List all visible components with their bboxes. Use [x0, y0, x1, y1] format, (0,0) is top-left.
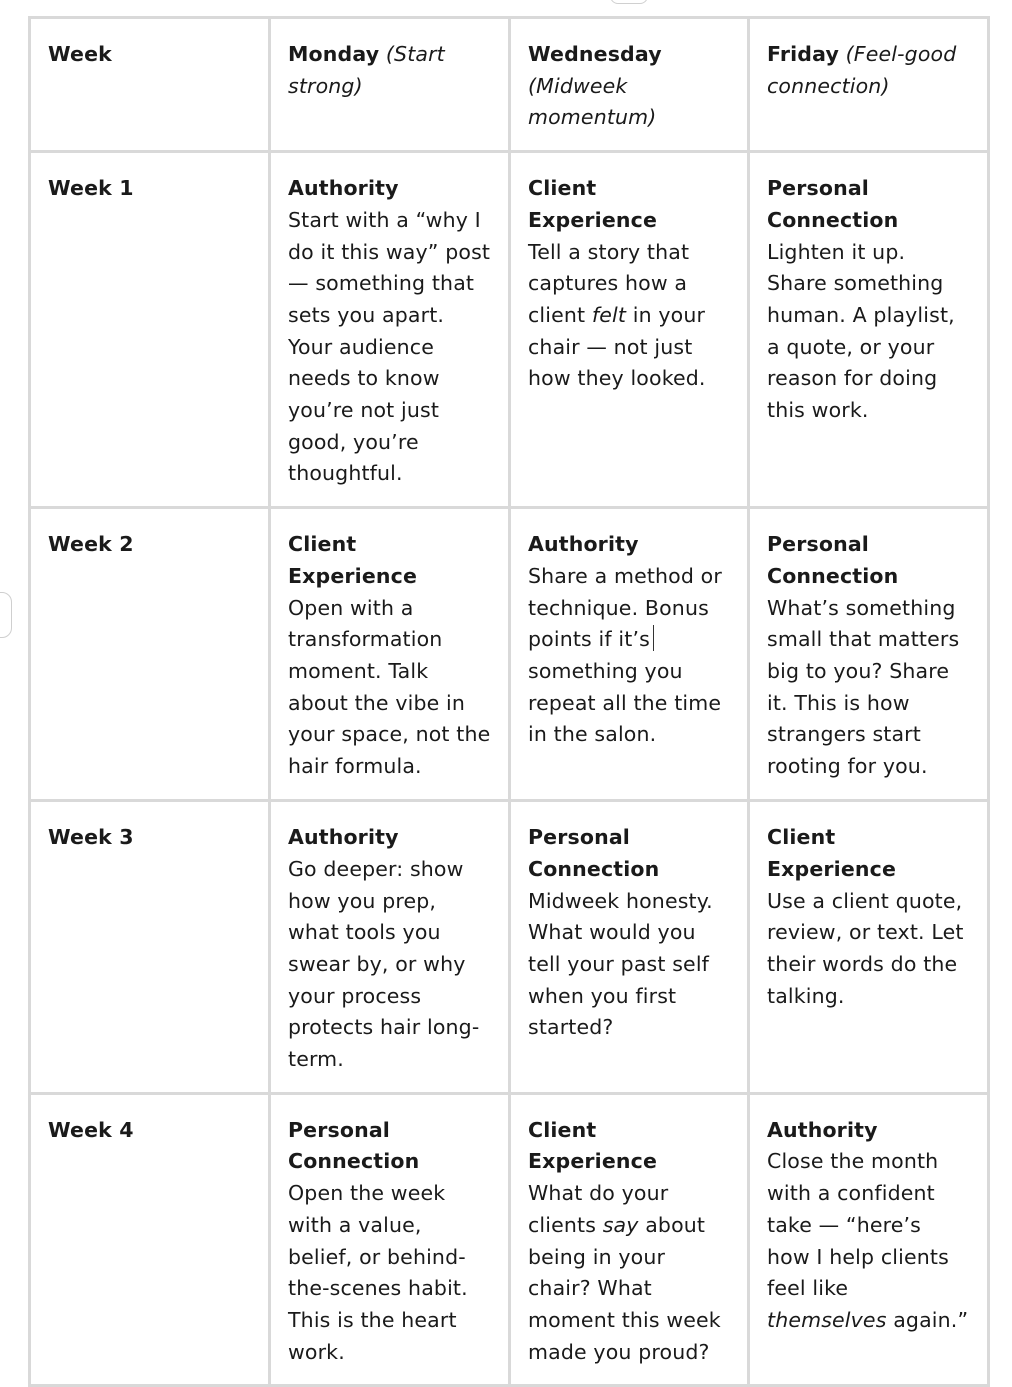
- header-cell-friday[interactable]: [749, 18, 989, 152]
- post-idea-text: Lighten it up. Share something human. A playlist, a quote, or your reason for doing this work.: [767, 239, 955, 423]
- friday-cell[interactable]: [749, 152, 989, 508]
- wednesday-cell[interactable]: [510, 508, 749, 801]
- table-row: [30, 152, 989, 508]
- friday-cell[interactable]: [749, 508, 989, 801]
- monday-cell[interactable]: [270, 801, 510, 1094]
- category-label: Personal Connection: [767, 532, 899, 588]
- monday-cell[interactable]: [270, 1093, 510, 1386]
- emphasis-text: themselves: [767, 1307, 887, 1332]
- header-monday-label: Monday: [288, 42, 380, 66]
- post-idea-text: Close the month with a confident take — “here’s how I help clients feel like themselves again.”: [767, 1149, 969, 1332]
- post-idea-text: Start with a “why I do it this way” post — something that sets you apart. Your audience needs to know you’re not just good, you’re thoughtful.: [288, 207, 491, 486]
- post-idea-text: Open with a transformation moment. Talk about the vibe in your space, not the hair formula.: [288, 595, 491, 779]
- header-cell-week[interactable]: [30, 18, 270, 152]
- header-cell-wednesday[interactable]: [510, 18, 749, 152]
- category-label: Personal Connection: [528, 825, 660, 881]
- post-idea-text: What’s something small that matters big to you? Share it. This is how strangers start rooting for you.: [767, 595, 960, 779]
- table-row: [30, 801, 989, 1094]
- side-handle[interactable]: [0, 592, 12, 638]
- wednesday-cell[interactable]: [510, 1093, 749, 1386]
- category-label: Personal Connection: [767, 176, 899, 232]
- friday-cell[interactable]: [749, 801, 989, 1094]
- header-wednesday-note: (Midweek momentum): [528, 73, 657, 130]
- header-friday-note: (Feel-good connection): [767, 42, 957, 98]
- category-label: Client Experience: [288, 532, 417, 588]
- week-cell[interactable]: [30, 152, 270, 508]
- monday-cell[interactable]: [270, 152, 510, 508]
- category-label: Personal Connection: [288, 1117, 420, 1174]
- post-idea-text: Tell a story that captures how a client felt in your chair — not just how they looked.: [528, 239, 706, 391]
- header-cell-monday[interactable]: [270, 18, 510, 152]
- content-calendar-table: [28, 16, 990, 1387]
- week-label: Week 3: [48, 825, 134, 850]
- week-label: Week 2: [48, 532, 134, 557]
- post-idea-text: Midweek honesty. What would you tell your past self when you first started?: [528, 888, 713, 1040]
- header-monday-note: (Start strong): [288, 42, 445, 98]
- week-cell[interactable]: [30, 1093, 270, 1386]
- emphasis-text: felt: [591, 302, 627, 327]
- category-label: Authority: [288, 176, 399, 201]
- header-friday-label: Friday: [767, 42, 839, 66]
- table-row: [30, 1093, 989, 1386]
- week-cell[interactable]: [30, 508, 270, 801]
- category-label: Authority: [528, 532, 639, 557]
- week-label: Week 4: [48, 1117, 134, 1142]
- friday-cell[interactable]: [749, 1093, 989, 1386]
- post-idea-text: Use a client quote, review, or text. Let their words do the talking.: [767, 888, 964, 1008]
- category-label: Authority: [288, 825, 399, 850]
- category-label: Authority: [767, 1117, 878, 1142]
- category-label: Client Experience: [528, 176, 657, 232]
- monday-cell[interactable]: [270, 508, 510, 801]
- week-label: Week 1: [48, 176, 134, 201]
- header-row: [30, 18, 989, 152]
- wednesday-cell[interactable]: [510, 152, 749, 508]
- header-week-label: Week: [48, 42, 112, 66]
- text-cursor: [653, 625, 654, 651]
- category-label: Client Experience: [528, 1117, 657, 1174]
- category-label: Client Experience: [767, 825, 896, 881]
- post-idea-text: Share a method or technique. Bonus points if it’s something you repeat all the time in the salon.: [528, 563, 722, 747]
- post-idea-text: Open the week with a value, belief, or behind-the-scenes habit. This is the heart work.: [288, 1181, 468, 1364]
- table-row: [30, 508, 989, 801]
- top-scroll-handle: [610, 0, 648, 4]
- post-idea-text: What do your clients say about being in your chair? What moment this week made you proud?: [528, 1181, 721, 1364]
- post-idea-text: Go deeper: show how you prep, what tools you swear by, or why your process protects hair long-term.: [288, 856, 480, 1072]
- wednesday-cell[interactable]: [510, 801, 749, 1094]
- header-wednesday-label: Wednesday: [528, 42, 662, 66]
- week-cell[interactable]: [30, 801, 270, 1094]
- emphasis-text: say: [602, 1212, 639, 1237]
